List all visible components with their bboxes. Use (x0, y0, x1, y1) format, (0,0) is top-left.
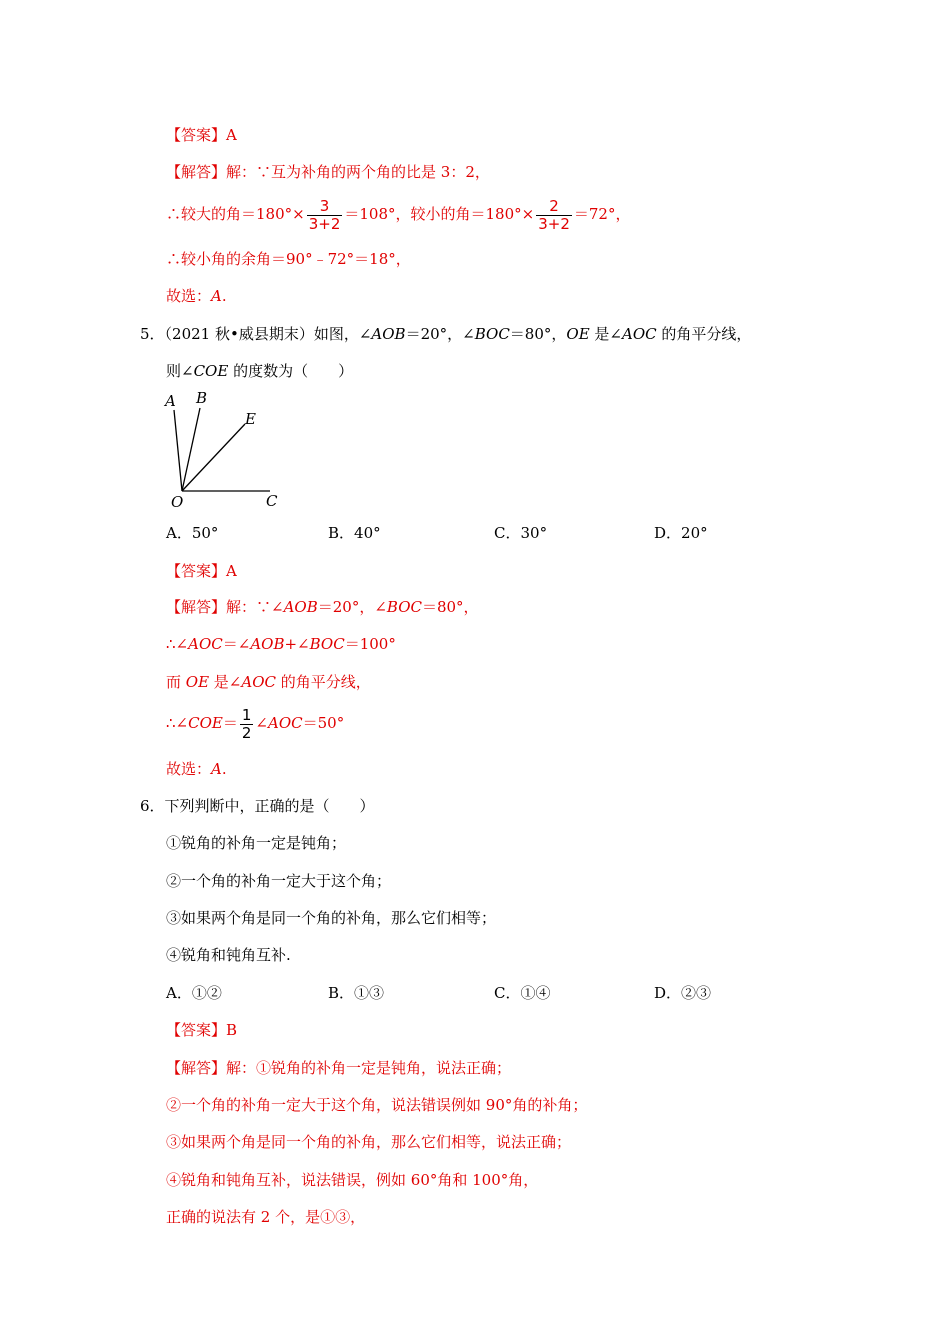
q6-solution-line3: ③如果两个角是同一个角的补角，那么它们相等，说法正确； (166, 1133, 572, 1151)
q5-sol4-coe: COE (188, 714, 223, 732)
q5-frac-denominator: 2 (241, 723, 252, 742)
q5-sol1-part-c: ＝80°， (421, 598, 479, 616)
q5-option-d: D．20° (654, 524, 708, 542)
label-o: O (171, 493, 184, 511)
q5-sol4-part-d: ＝50° (302, 714, 345, 732)
q6-number: 6． (140, 797, 165, 815)
q6-answer: 【答案】B (166, 1021, 238, 1039)
q5-sol3-oe: OE (185, 673, 210, 691)
q5-sol4-part-b: ＝ (222, 714, 238, 732)
q4-choose-end: . (221, 287, 227, 305)
q5-solution-line2 (166, 634, 396, 654)
ray-oe (182, 424, 245, 491)
q5-sol4-part-c: ∠ (255, 714, 268, 732)
q4-solution-line2 (166, 196, 630, 233)
q5-sol1-part-b: ＝20°，∠ (317, 598, 387, 616)
label-e: E (245, 410, 256, 428)
q5-stem-part-c: ＝80°， (509, 325, 567, 343)
q6-option-a: A．①② (166, 984, 222, 1002)
q6-option-b: B．①③ (328, 984, 385, 1002)
label-c: C (266, 492, 278, 510)
q6-option-c: C．①④ (494, 984, 551, 1002)
q5-fraction-half (240, 707, 254, 742)
q5-frac-numerator: 1 (241, 705, 252, 724)
q5-solution-line3 (166, 672, 371, 692)
q6-stem (140, 796, 375, 816)
q5-stem-aob: AOB (371, 325, 406, 343)
q5-choose-value: A (211, 760, 222, 778)
q5-sol2-part-a: ∴∠ (166, 635, 189, 653)
q5-stem-oe: OE (566, 325, 590, 343)
q4-frac1-numerator: 3 (307, 198, 343, 216)
q4-choose (166, 286, 227, 306)
q6-solution-line5: 正确的说法有 2 个，是①③， (166, 1208, 366, 1226)
q5-sol2-part-c: +∠ (284, 635, 310, 653)
label-a: A (165, 392, 176, 410)
q5-angle-figure (160, 388, 290, 512)
q5-sol3-part-a: 而 (166, 673, 186, 691)
q6-item-3: ③如果两个角是同一个角的补角，那么它们相等； (166, 909, 497, 927)
q4-sol2-part-b: ＝108°，较小的角＝180°× (344, 205, 535, 223)
q5-option-a: A．50° (166, 524, 219, 542)
q4-sol2-part-a: ∴较大的角＝180°× (166, 205, 305, 223)
q5-sol4-aoc: AOC (268, 714, 303, 732)
q5-stem-part-d: 是∠ (589, 325, 622, 343)
q5-sol2-part-d: ＝100° (344, 635, 396, 653)
q5-sol2-part-b: ＝∠ (222, 635, 251, 653)
q5-stem2-part-b: 的度数为（ ） (228, 362, 354, 380)
q4-fraction-1 (307, 198, 343, 233)
ray-oa (174, 410, 182, 491)
q5-sol1-aob: AOB (283, 598, 318, 616)
q5-sol1-boc: BOC (386, 598, 422, 616)
q5-stem-part-e: 的角平分线， (656, 325, 752, 343)
q5-sol2-aoc: AOC (188, 635, 223, 653)
q5-sol2-aob: AOB (250, 635, 285, 653)
q5-stem-line1 (140, 324, 751, 344)
q5-stem2-part-a: 则∠ (166, 362, 194, 380)
q5-answer: 【答案】A (166, 562, 237, 580)
q5-option-c: C．30° (494, 524, 548, 542)
q6-solution-line1: 【解答】解：①锐角的补角一定是钝角，说法正确； (166, 1059, 512, 1077)
q5-sol4-part-a: ∴∠ (166, 714, 189, 732)
q5-stem2-coe: COE (193, 362, 229, 380)
q6-solution-line4: ④锐角和钝角互补，说法错误，例如 60°角和 100°角， (166, 1171, 539, 1189)
q5-sol2-boc: BOC (309, 635, 345, 653)
q5-choose (166, 759, 227, 779)
q5-stem-part-b: ＝20°，∠ (405, 325, 475, 343)
q5-choose-end: . (221, 760, 227, 778)
q6-item-1: ①锐角的补角一定是钝角； (166, 834, 347, 852)
q6-option-d: D．②③ (654, 984, 712, 1002)
q5-number: 5． (140, 325, 165, 343)
q6-item-4: ④锐角和钝角互补. (166, 946, 291, 964)
q5-stem-line2 (166, 361, 353, 381)
q6-solution-line2: ②一个角的补角一定大于这个角，说法错误例如 90°角的补角； (166, 1096, 588, 1114)
q4-choose-value: A (211, 287, 222, 305)
ray-ob (182, 408, 200, 491)
q4-frac2-numerator: 2 (536, 198, 572, 216)
q4-frac1-denominator: 3+2 (308, 214, 341, 233)
q5-stem-part-a: （2021 秋•威县期末）如图，∠ (164, 325, 372, 343)
q5-stem-aoc: AOC (621, 325, 657, 343)
q5-choose-label: 故选： (166, 760, 212, 778)
q4-frac2-denominator: 3+2 (538, 214, 570, 233)
q4-solution-line1: 【解答】解：∵互为补角的两个角的比是 3：2， (166, 163, 490, 181)
q5-stem-boc: BOC (474, 325, 510, 343)
q6-stem-text: 下列判断中，正确的是（ ） (164, 797, 375, 815)
label-b: B (196, 389, 208, 407)
q5-sol3-aoc: AOC (241, 673, 276, 691)
q5-solution-line4 (166, 705, 344, 742)
q5-option-b: B．40° (328, 524, 381, 542)
q5-sol3-part-c: 的角平分线， (275, 673, 371, 691)
q4-answer: 【答案】A (166, 126, 237, 144)
q4-choose-label: 故选： (166, 287, 212, 305)
q4-solution-line3: ∴较小角的余角＝90°﹣72°＝18°， (166, 250, 411, 268)
q5-sol3-part-b: 是∠ (209, 673, 242, 691)
q4-fraction-2 (536, 198, 572, 233)
q5-sol1-part-a: 【解答】解：∵∠ (166, 598, 284, 616)
q5-solution-line1 (166, 597, 479, 617)
q6-item-2: ②一个角的补角一定大于这个角； (166, 872, 392, 890)
q4-sol2-part-c: ＝72°， (573, 205, 631, 223)
